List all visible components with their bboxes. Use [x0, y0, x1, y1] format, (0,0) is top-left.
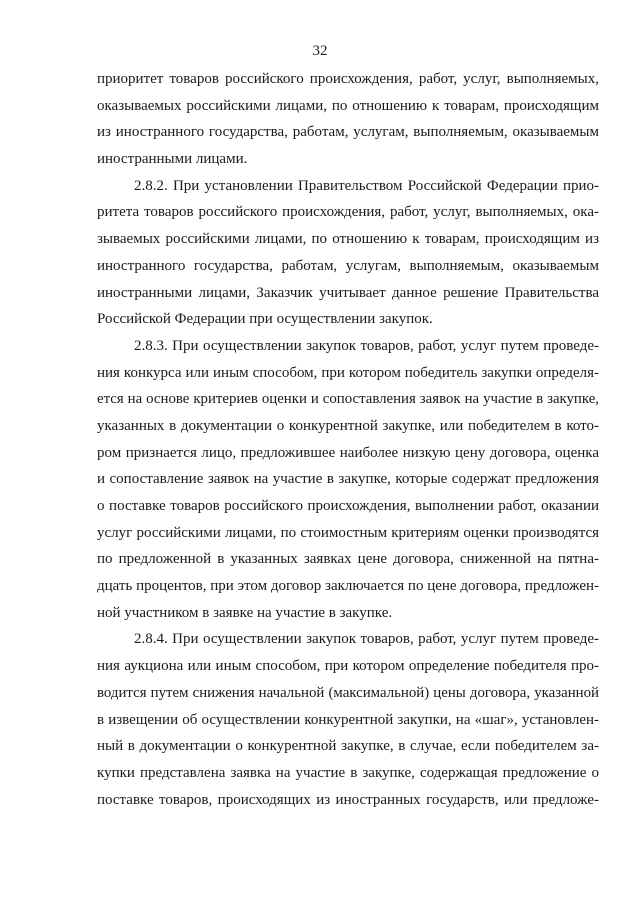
text-line: оказываемых российскими лицами, по отношению к товарам, происходящим [97, 97, 599, 114]
text-line: Российской Федерации при осуществлении закупок. [97, 311, 433, 328]
text-line: ной участником в заявке на участие в закупке. [97, 604, 393, 621]
paragraph-2-8-4 [97, 626, 599, 813]
text-line: и сопоставление заявок на участие в закупке, которые содержат предложения [97, 471, 599, 488]
text-line: дцать процентов, при этом договор заключается по цене договора, предложен- [97, 578, 599, 595]
text-line: приоритет товаров российского происхождения, работ, услуг, выполняемых, [97, 71, 599, 87]
text-line: о поставке товаров российского происхождения, выполнении работ, оказании [97, 498, 599, 514]
text-line: ром признается лицо, предложившее наиболее низкую цену договора, оценка [97, 444, 599, 461]
text-line: по предложенной в указанных заявках цене договора, сниженной на пятна- [97, 551, 599, 568]
paragraph-continued [97, 66, 599, 173]
text-line: в извещении об осуществлении конкурентной закупки, на «шаг», установлен- [97, 711, 599, 728]
page-number: 32 [312, 43, 328, 59]
text-line: ритета товаров российского происхождения, работ, услуг, выполняемых, ока- [97, 204, 599, 221]
document-body [97, 66, 599, 813]
text-line: ный в документации о конкурентной закупке, в случае, если победителем за- [97, 738, 599, 755]
text-line: 2.8.3. При осуществлении закупок товаров, работ, услуг путем проведе- [134, 337, 599, 354]
text-line: водится путем снижения начальной (максимальной) цены договора, указанной [97, 684, 599, 701]
text-line: поставке товаров, происходящих из иностранных государств, или предложе- [97, 791, 599, 808]
text-line: иностранными лицами, Заказчик учитывает данное решение Правительства [97, 284, 599, 301]
text-line: ния аукциона или иным способом, при котором определение победителя про- [97, 658, 599, 675]
text-line: зываемых российскими лицами, по отношению к товарам, происходящим из [97, 231, 599, 248]
text-line: указанных в документации о конкурентной закупке, или победителем в кото- [97, 417, 599, 434]
paragraph-2-8-2 [97, 173, 599, 333]
text-line: из иностранного государства, работам, услугам, выполняемым, оказываемым [97, 124, 599, 141]
text-line: ется на основе критериев оценки и сопоставления заявок на участие в закупке, [97, 391, 599, 408]
text-line: ния конкурса или иным способом, при котором победитель закупки определя- [97, 364, 599, 381]
text-line: услуг российскими лицами, по стоимостным критериям оценки производятся [97, 524, 599, 541]
paragraph-2-8-3 [97, 333, 599, 627]
text-line: 2.8.2. При установлении Правительством Российской Федерации прио- [134, 177, 599, 194]
text-line: иностранными лицами. [97, 151, 248, 168]
text-line: 2.8.4. При осуществлении закупок товаров, работ, услуг путем проведе- [134, 631, 599, 648]
text-line: купки представлена заявка на участие в закупке, содержащая предложение о [97, 764, 599, 781]
text-line: иностранного государства, работам, услугам, выполняемым, оказываемым [97, 257, 599, 274]
